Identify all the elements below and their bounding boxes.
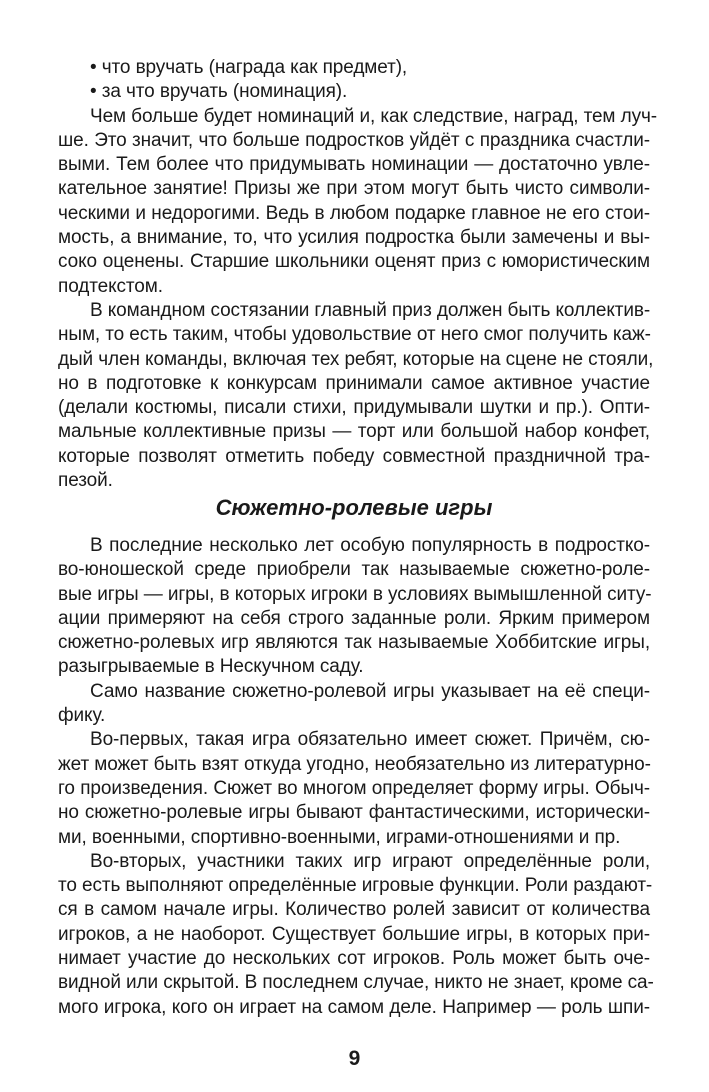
- text-line: • за что вручать (номинация).: [90, 81, 348, 103]
- paragraph: [58, 850, 654, 1020]
- text-line: кательное занятие! Призы же при этом могут быть чисто символи-: [58, 178, 650, 200]
- paragraph: [58, 680, 650, 729]
- text-line: ся в самом начале игры. Количество ролей зависит от количества: [58, 899, 650, 921]
- text-line: ным, то есть таким, чтобы удовольствие от него смог получить каж-: [58, 324, 651, 346]
- text-line: соко оценены. Старшие школьники оценят приз с юмористическим: [58, 251, 650, 273]
- text-line: Само название сюжетно-ролевой игры указывает на её специ-: [90, 680, 650, 702]
- text-line: Чем больше будет номинаций и, как следствие, наград, тем луч-: [90, 105, 657, 127]
- text-line: видной или скрытой. В последнем случае, никто не знает, кроме са-: [58, 972, 654, 994]
- text-line: разыгрываемые в Нескучном саду.: [58, 656, 364, 678]
- text-line: мого игрока, кого он играет на самом деле. Например — роль шпи-: [58, 996, 650, 1018]
- section-heading: Сюжетно-ролевые игры: [215, 495, 493, 520]
- paragraph: [58, 728, 650, 849]
- text-line: сюжетно-ролевых игр являются так называемые Хоббитские игры,: [58, 632, 650, 654]
- text-line: но сюжетно-ролевые игры бывают фантастическими, историчеcки-: [58, 802, 650, 824]
- text-line: ше. Это значит, что больше подростков уйдёт с праздника счастли-: [58, 129, 650, 151]
- paragraph: [58, 534, 650, 680]
- text-line: которые позволят отметить победу совместной праздничной тра-: [58, 445, 650, 467]
- text-line: В командном состязании главный приз должен быть коллектив-: [90, 299, 651, 321]
- text-line: ации примеряют на себя строго заданные роли. Ярким примером: [58, 607, 650, 629]
- text-line: В последние несколько лет особую популярность в подростко-: [90, 535, 650, 556]
- text-block-role-games: [58, 534, 654, 1020]
- text-line: подтекстом.: [58, 275, 163, 297]
- text-line: фику.: [58, 705, 106, 727]
- text-line: то есть выполняют определённые игровые функции. Роли раздают-: [58, 875, 653, 897]
- text-line: (делали костюмы, писали стихи, придумывали шутки и пр.). Опти-: [58, 397, 650, 419]
- text-line: го произведения. Сюжет во многом определяет форму игры. Обыч-: [58, 777, 650, 799]
- paragraph: [58, 299, 654, 493]
- text-line: • что вручать (награда как предмет),: [90, 57, 408, 78]
- paragraph: [58, 80, 650, 104]
- text-line: мость, а внимание, то, что усилия подростка были замечены и вы-: [58, 227, 650, 249]
- text-line: жет может быть взят откуда угодно, необязательно из литературно-: [58, 753, 651, 775]
- text-line: ми, военными, спортивно-военными, играми-отношениями и пр.: [58, 826, 621, 848]
- text-line: вые игры — игры, в которых игроки в условиях вымышленной ситу-: [58, 583, 652, 605]
- page-number: 9: [348, 1047, 361, 1070]
- text-line: но в подготовке к конкурсам принимали самое активное участие: [58, 372, 650, 394]
- text-block-awards: [58, 56, 657, 493]
- text-line: пезой.: [58, 470, 113, 492]
- text-line: во-юношеской среде приобрели так называемые сюжетно-роле-: [58, 559, 650, 581]
- text-line: ческими и недорогими. Ведь в любом подарке главное не его стои-: [58, 202, 650, 224]
- text-line: игроков, а не наоборот. Существует большие игры, в которых при-: [58, 923, 650, 945]
- paragraph: [58, 105, 657, 299]
- text-line: Во-первых, такая игра обязательно имеет сюжет. Причём, сю-: [90, 729, 650, 751]
- text-line: мальные коллективные призы — торт или большой набор конфет,: [58, 421, 650, 443]
- text-line: выми. Тем более что придумывать номинации — достаточно увле-: [58, 154, 650, 176]
- text-line: дый член команды, включая тех ребят, которые на сцене не стояли,: [58, 348, 654, 370]
- text-line: Во-вторых, участники таких игр играют определённые роли,: [90, 850, 650, 872]
- text-line: нимает участие до нескольких сот игроков. Роль может быть оче-: [58, 948, 650, 970]
- paragraph: [58, 56, 650, 80]
